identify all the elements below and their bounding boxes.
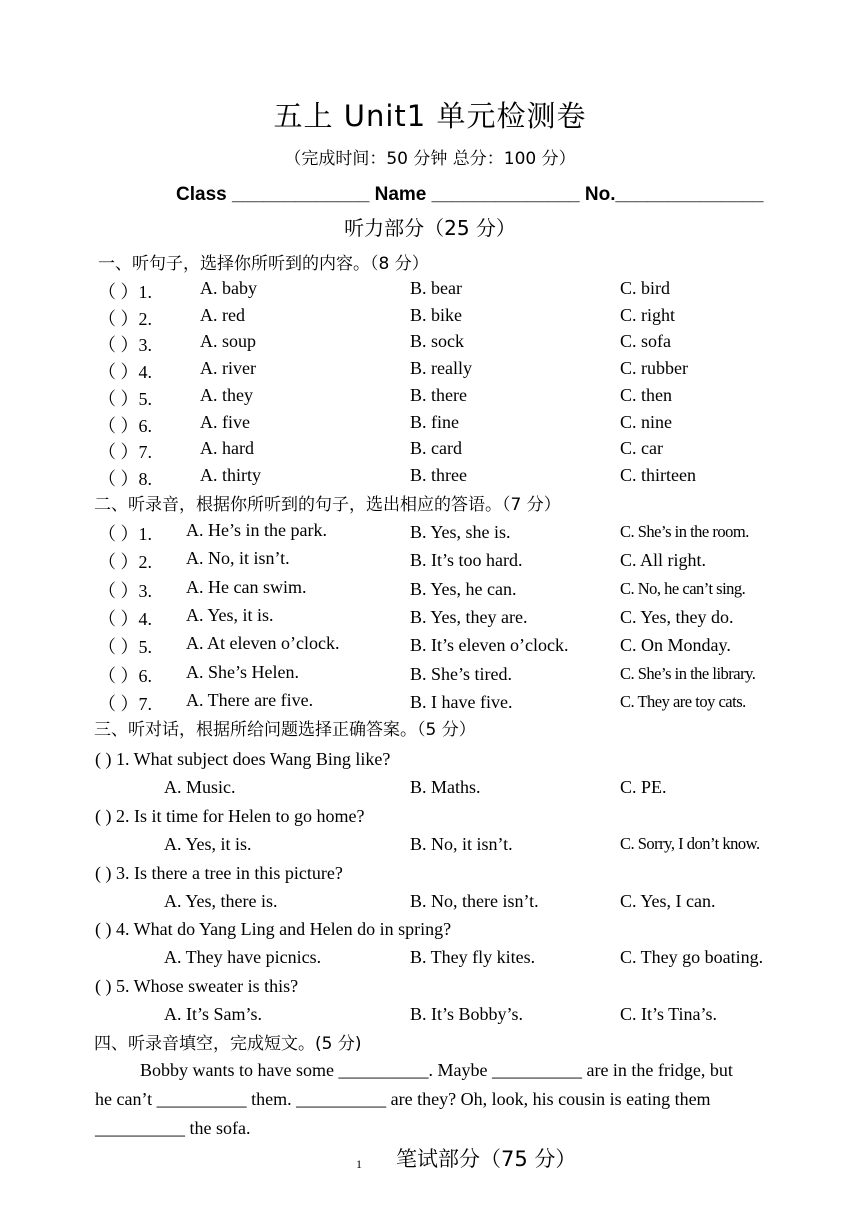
- option-c: C. bird: [620, 278, 671, 298]
- option-b: B. bike: [410, 304, 462, 325]
- option-b: B. It’s eleven o’clock.: [410, 635, 569, 656]
- option-a: A. river: [200, 358, 256, 379]
- option-c: C. nine: [620, 411, 672, 432]
- question-text: ( ) 4. What do Yang Ling and Helen do in spring?: [95, 919, 452, 940]
- passage-line: Bobby wants to have some __________. Maybe __________ are in the fridge, but: [140, 1060, 733, 1080]
- option-a: A. baby: [200, 278, 257, 298]
- question-text: ( ) 5. Whose sweater is this?: [95, 976, 299, 997]
- question-number: （ ）5.: [98, 637, 152, 658]
- question-number: （ ）8.: [98, 468, 152, 489]
- student-info-line: Class _____________ Name ______________ No.______________: [176, 184, 764, 205]
- option-c: C. No, he can’t sing.: [620, 578, 746, 598]
- question-text: ( ) 2. Is it time for Helen to go home?: [95, 805, 365, 826]
- option-c: C. car: [620, 438, 663, 459]
- option-a: A. they: [200, 384, 253, 405]
- question-number: （ ）3.: [98, 335, 152, 356]
- option-b: B. Maths.: [410, 777, 481, 797]
- option-a: A. Yes, it is.: [186, 604, 274, 625]
- section-3-heading: 三、听对话，根据所给问题选择正确答案。（5 分）: [94, 720, 476, 740]
- option-a: A. She’s Helen.: [186, 661, 299, 682]
- question-number: （ ）5.: [98, 388, 152, 409]
- option-c: C. She’s in the library.: [620, 663, 756, 683]
- question-number: （ ）4.: [98, 362, 152, 383]
- option-a: A. Yes, there is.: [164, 890, 278, 911]
- written-part-heading: 笔试部分（75 分）: [396, 1147, 577, 1171]
- option-a: A. red: [200, 304, 245, 325]
- option-b: B. It’s Bobby’s.: [410, 1004, 524, 1025]
- option-a: A. Yes, it is.: [164, 833, 252, 854]
- option-a: A. He can swim.: [186, 576, 307, 597]
- passage-line: __________ the sofa.: [95, 1118, 251, 1138]
- option-a: A. At eleven o’clock.: [186, 633, 340, 654]
- option-c: C. It’s Tina’s.: [620, 1004, 718, 1025]
- question-text: ( ) 1. What subject does Wang Bing like?: [95, 749, 391, 769]
- option-c: C. They go boating.: [620, 947, 764, 968]
- option-b: B. No, it isn’t.: [410, 833, 513, 854]
- question-number: （ ）2.: [98, 308, 152, 329]
- option-c: C. All right.: [620, 550, 707, 571]
- option-b: B. really: [410, 358, 472, 379]
- listening-part-heading: 听力部分（25 分）: [344, 216, 516, 240]
- option-c: C. sofa: [620, 331, 671, 352]
- option-c: C. rubber: [620, 358, 688, 379]
- question-text: ( ) 3. Is there a tree in this picture?: [95, 862, 343, 883]
- option-a: A. thirty: [200, 464, 261, 485]
- option-c: C. On Monday.: [620, 635, 731, 656]
- question-number: （ ）7.: [98, 693, 152, 714]
- question-number: （ ）6.: [98, 415, 152, 436]
- option-c: C. right: [620, 304, 676, 325]
- option-a: A. five: [200, 411, 250, 432]
- option-a: A. He’s in the park.: [186, 520, 327, 540]
- question-number: （ ）3.: [98, 580, 152, 601]
- option-c: C. She’s in the room.: [620, 522, 749, 541]
- option-b: B. They fly kites.: [410, 947, 536, 968]
- option-b: B. Yes, he can.: [410, 578, 517, 599]
- option-b: B. No, there isn’t.: [410, 890, 539, 911]
- option-a: A. They have picnics.: [164, 947, 322, 968]
- question-number: （ ）6.: [98, 665, 152, 686]
- option-b: B. fine: [410, 411, 459, 432]
- exam-info: （完成时间：50 分钟 总分：100 分）: [284, 149, 576, 169]
- question-number: （ ）7.: [98, 442, 152, 463]
- option-b: B. Yes, she is.: [410, 522, 511, 542]
- option-b: B. card: [410, 438, 462, 459]
- option-a: A. No, it isn’t.: [186, 548, 290, 569]
- page-title: 五上 Unit1 单元检测卷: [273, 99, 587, 133]
- option-b: B. She’s tired.: [410, 663, 512, 684]
- option-b: B. sock: [410, 331, 464, 352]
- option-a: A. It’s Sam’s.: [164, 1004, 263, 1025]
- question-number: （ ）2.: [98, 552, 152, 573]
- section-2-heading: 二、听录音，根据你所听到的句子，选出相应的答语。（7 分）: [94, 495, 561, 515]
- option-a: A. soup: [200, 331, 257, 352]
- option-c: C. Sorry, I don’t know.: [620, 833, 760, 853]
- question-number: （ ）1.: [98, 524, 152, 544]
- option-b: B. three: [410, 464, 467, 485]
- option-b: B. there: [410, 384, 467, 405]
- option-a: A. Music.: [164, 777, 236, 797]
- option-a: A. There are five.: [186, 689, 314, 710]
- passage-line: he can’t __________ them. __________ are they? Oh, look, his cousin is eating them: [95, 1089, 711, 1109]
- page-number: 1: [356, 1157, 362, 1171]
- option-c: C. Yes, they do.: [620, 606, 734, 627]
- question-number: （ ）4.: [98, 608, 152, 629]
- option-b: B. Yes, they are.: [410, 606, 528, 627]
- option-b: B. bear: [410, 278, 462, 298]
- option-b: B. I have five.: [410, 691, 513, 712]
- section-1-heading: 一、听句子，选择你所听到的内容。（8 分）: [98, 254, 429, 274]
- option-c: C. Yes, I can.: [620, 890, 716, 911]
- section-4-heading: 四、听录音填空，完成短文。(5 分): [94, 1034, 362, 1054]
- option-b: B. It’s too hard.: [410, 550, 523, 571]
- option-c: C. PE.: [620, 777, 667, 797]
- option-c: C. then: [620, 384, 672, 405]
- option-a: A. hard: [200, 438, 254, 459]
- option-c: C. They are toy cats.: [620, 691, 746, 711]
- question-number: （ ）1.: [98, 282, 152, 302]
- option-c: C. thirteen: [620, 464, 696, 485]
